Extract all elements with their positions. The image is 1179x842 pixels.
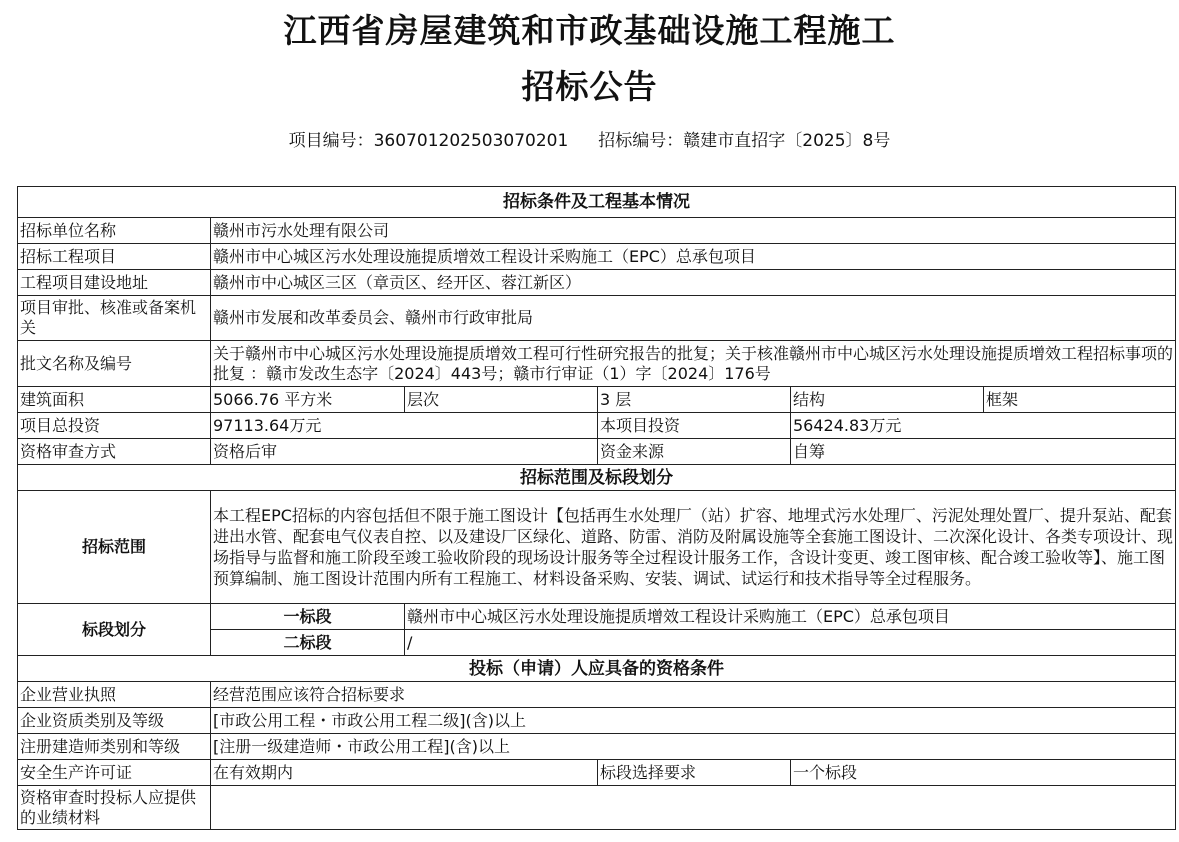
perf-value [211, 786, 1176, 830]
lot2-label: 二标段 [211, 630, 405, 656]
project-value: 赣州市中心城区污水处理设施提质增效工程设计采购施工（EPC）总承包项目 [211, 244, 1176, 270]
site-value: 赣州市中心城区三区（章贡区、经开区、蓉江新区） [211, 270, 1176, 296]
grade-label: 企业资质类别及等级 [18, 708, 211, 734]
lots-label: 标段划分 [18, 604, 211, 656]
section-header-scope: 招标范围及标段划分 [18, 465, 1176, 491]
fund-value: 自筹 [791, 439, 1176, 465]
this-invest-label: 本项目投资 [598, 413, 791, 439]
lot1-label: 一标段 [211, 604, 405, 630]
bid-no-label: 招标编号： [598, 131, 684, 151]
total-invest-value: 97113.64万元 [211, 413, 598, 439]
safety-label: 安全生产许可证 [18, 760, 211, 786]
engineer-label: 注册建造师类别和等级 [18, 734, 211, 760]
review-label: 资格审查方式 [18, 439, 211, 465]
fund-label: 资金来源 [598, 439, 791, 465]
unit-value: 赣州市污水处理有限公司 [211, 218, 1176, 244]
this-invest-value: 56424.83万元 [791, 413, 1176, 439]
safety-value: 在有效期内 [211, 760, 598, 786]
lot2-value: / [405, 630, 1176, 656]
site-label: 工程项目建设地址 [18, 270, 211, 296]
total-invest-label: 项目总投资 [18, 413, 211, 439]
page-title [0, 0, 1179, 106]
project-label: 招标工程项目 [18, 244, 211, 270]
lot-choice-label: 标段选择要求 [598, 760, 791, 786]
lot1-value: 赣州市中心城区污水处理设施提质增效工程设计采购施工（EPC）总承包项目 [405, 604, 1176, 630]
approval-org-value: 赣州市发展和改革委员会、赣州市行政审批局 [211, 296, 1176, 341]
engineer-value: [注册一级建造师・市政公用工程](含)以上 [211, 734, 1176, 760]
review-value: 资格后审 [211, 439, 598, 465]
title-line-1: 江西省房屋建筑和市政基础设施工程施工 [283, 11, 896, 50]
section-header-qual: 投标（申请）人应具备的资格条件 [18, 656, 1176, 682]
structure-label: 结构 [791, 387, 984, 413]
floors-label: 层次 [405, 387, 598, 413]
notice-meta [0, 128, 1179, 154]
approval-doc-label: 批文名称及编号 [18, 341, 211, 387]
grade-value: [市政公用工程・市政公用工程二级](含)以上 [211, 708, 1176, 734]
section-header-basic: 招标条件及工程基本情况 [18, 187, 1176, 218]
structure-value: 框架 [984, 387, 1176, 413]
approval-doc-value: 关于赣州市中心城区污水处理设施提质增效工程可行性研究报告的批复；关于核准赣州市中心城区污水处理设施提质增效工程招标事项的批复 ：赣市发改生态字〔2024〕443号；赣市行审证（1）字〔2024〕176号 [211, 341, 1176, 387]
lot-choice-value: 一个标段 [791, 760, 1176, 786]
approval-org-label: 项目审批、核准或备案机关 [18, 296, 211, 341]
notice-table [17, 186, 1176, 830]
license-label: 企业营业执照 [18, 682, 211, 708]
title-line-2: 招标公告 [521, 67, 658, 106]
scope-label: 招标范围 [18, 491, 211, 604]
license-value: 经营范围应该符合招标要求 [211, 682, 1176, 708]
project-no: 360701202503070201 [373, 131, 569, 151]
area-value: 5066.76 平方米 [211, 387, 405, 413]
scope-text: 本工程EPC招标的内容包括但不限于施工图设计【包括再生水处理厂（站）扩容、地埋式污水处理厂、污泥处理处置厂、提升泵站、配套进出水管、配套电气仪表自控、以及建设厂区绿化、道路、防雷、消防及附属设施等全套施工图设计、二次深化设计、各类专项设计、现场指导与监督和施工阶段至竣工验收阶段的现场设计服务等全过程设计服务工作，含设计变更、竣工图审核、配合竣工验收等】、施工图预算编制、施工图设计范围内所有工程施工、材料设备采购、安装、调试、试运行和技术指导等全过程服务。 [211, 491, 1176, 604]
area-label: 建筑面积 [18, 387, 211, 413]
floors-value: 3 层 [598, 387, 791, 413]
perf-label: 资格审查时投标人应提供的业绩材料 [18, 786, 211, 830]
bid-no: 赣建市直招字〔2025〕8号 [683, 131, 891, 151]
unit-label: 招标单位名称 [18, 218, 211, 244]
project-no-label: 项目编号： [288, 131, 374, 151]
